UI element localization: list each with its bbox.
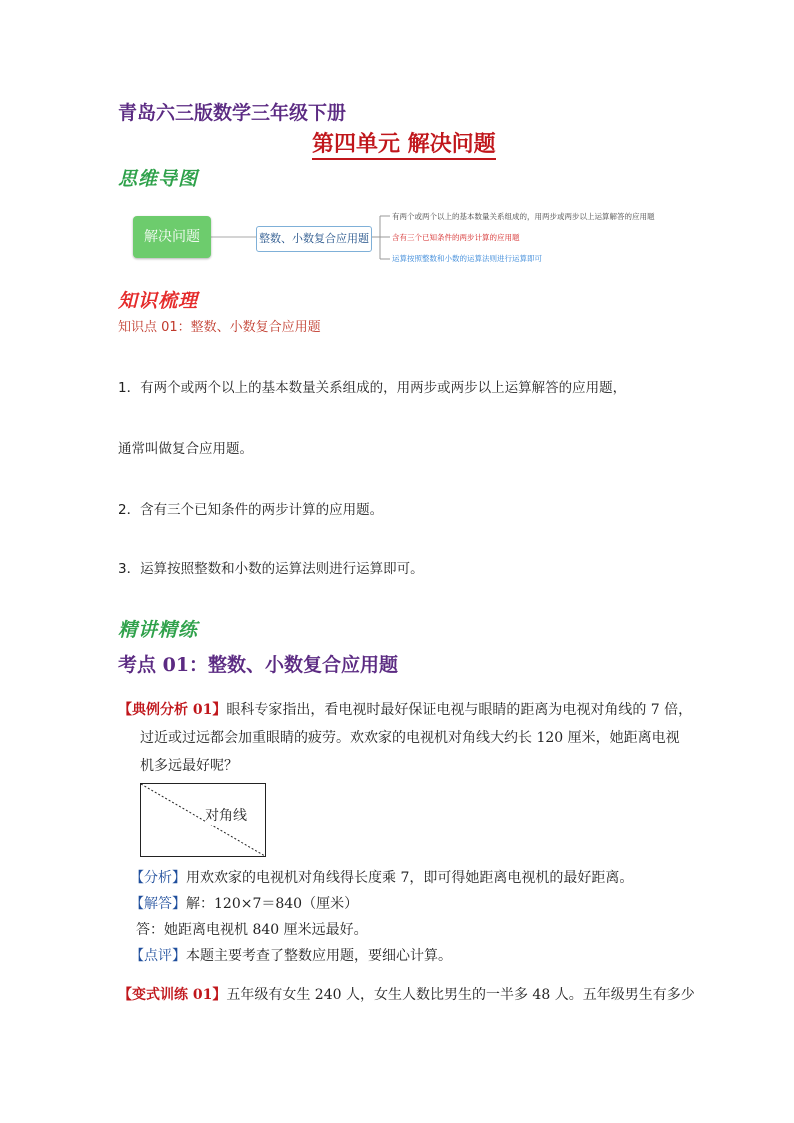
example-text-1: 眼科专家指出，看电视时最好保证电视与眼睛的距离为电视对角线的 7 倍， bbox=[226, 702, 693, 718]
mindmap-leaf-2: 含有三个已知条件的两步计算的应用题 bbox=[392, 233, 520, 242]
solution-tag: 【解答】 bbox=[130, 896, 186, 912]
analysis-text: 用欢欢家的电视机对角线得长度乘 7，即可得她距离电视机的最好距离。 bbox=[186, 870, 634, 886]
knowledge-item-2: 2．含有三个已知条件的两步计算的应用题。 bbox=[118, 502, 384, 518]
variant-tag: 【变式训练 01】 bbox=[118, 987, 227, 1003]
variant-text: 五年级有女生 240 人，女生人数比男生的一半多 48 人。五年级男生有多少 bbox=[226, 987, 695, 1003]
knowledge-item-1-cont: 通常叫做复合应用题。 bbox=[118, 441, 253, 457]
section-knowledge-heading: 知识梳理 bbox=[118, 290, 199, 312]
mindmap-leaf-1: 有两个或两个以上的基本数量关系组成的，用两步或两步以上运算解答的应用题 bbox=[392, 212, 655, 221]
knowledge-item-1: 1．有两个或两个以上的基本数量关系组成的，用两步或两步以上运算解答的应用题， bbox=[118, 380, 627, 396]
mindmap-root: 解决问题 bbox=[133, 216, 211, 258]
book-title: 青岛六三版数学三年级下册 bbox=[118, 102, 347, 124]
comment-line bbox=[130, 945, 452, 965]
comment-text: 本题主要考查了整数应用题，要细心计算。 bbox=[186, 948, 452, 964]
answer-line: 答：她距离电视机 840 厘米远最好。 bbox=[136, 922, 368, 938]
comment-tag: 【点评】 bbox=[130, 948, 186, 964]
knowledge-point-title: 知识点 01：整数、小数复合应用题 bbox=[118, 320, 321, 335]
tv-diagram bbox=[140, 783, 266, 857]
analysis-line bbox=[130, 867, 633, 887]
exam-point-title: 考点 01：整数、小数复合应用题 bbox=[118, 654, 399, 676]
variant-line bbox=[118, 984, 695, 1004]
diagonal-label: 对角线 bbox=[205, 805, 247, 825]
mindmap-leaf-3: 运算按照整数和小数的运算法则进行运算即可 bbox=[392, 254, 542, 263]
example-line-2: 过近或过远都会加重眼睛的疲劳。欢欢家的电视机对角线大约长 120 厘米，她距离电视 bbox=[140, 730, 680, 746]
example-line-3: 机多远最好呢？ bbox=[140, 758, 238, 774]
section-lecture-heading: 精讲精练 bbox=[118, 619, 199, 641]
knowledge-item-3: 3．运算按照整数和小数的运算法则进行运算即可。 bbox=[118, 561, 424, 577]
analysis-tag: 【分析】 bbox=[130, 870, 186, 886]
connector-branches bbox=[371, 216, 390, 259]
mindmap-node: 整数、小数复合应用题 bbox=[256, 226, 372, 252]
solution-line bbox=[130, 893, 358, 913]
section-mindmap-heading: 思维导图 bbox=[118, 168, 199, 190]
example-tag: 【典例分析 01】 bbox=[118, 702, 227, 718]
unit-title: 第四单元 解决问题 bbox=[312, 131, 496, 160]
example-line-1 bbox=[118, 699, 692, 719]
solution-text: 解：120×7＝840（厘米） bbox=[186, 896, 359, 912]
